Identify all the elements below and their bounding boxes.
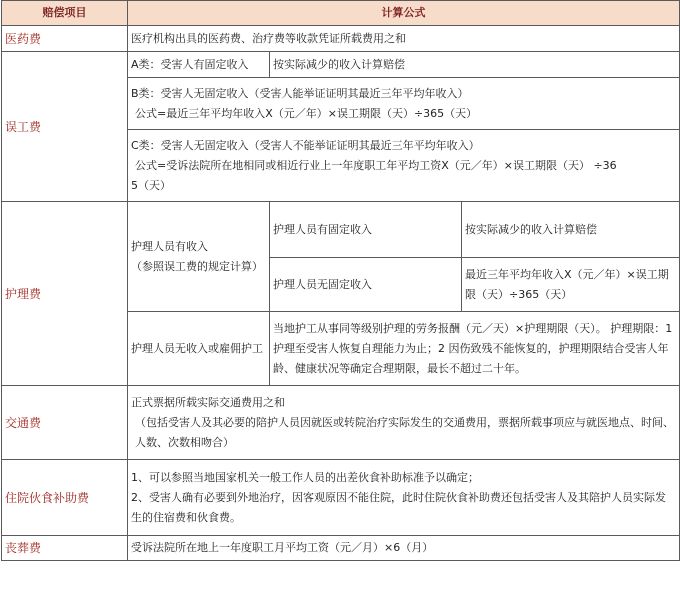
lost-wages-a-label: A类：受害人有固定收入 — [128, 52, 270, 78]
header-formula: 计算公式 — [128, 1, 680, 26]
lost-wages-b-line1: B类：受害人无固定收入（受害人能举证证明其最近三年平均年收入） — [131, 86, 469, 100]
table-header-row — [2, 1, 680, 26]
transport-cell — [128, 386, 680, 460]
transport-line1: 正式票据所载实际交通费用之和 — [131, 395, 285, 409]
nursing-fixed-label: 护理人员有固定收入 — [270, 202, 462, 258]
item-lost-wages: 误工费 — [2, 52, 128, 202]
compensation-table — [1, 0, 680, 561]
lost-wages-c-line1: C类：受害人无固定收入（受害人不能举证证明其最近三年平均年收入） — [131, 138, 480, 152]
table-row-nursing-fixed — [2, 202, 680, 258]
lost-wages-b-cell — [128, 78, 680, 130]
nursing-none-label: 护理人员无收入或雇佣护工 — [128, 312, 270, 386]
item-hospital-food: 住院伙食补助费 — [2, 460, 128, 536]
nursing-income-cell — [128, 202, 270, 312]
table-row-lost-wages-a — [2, 52, 680, 78]
item-nursing: 护理费 — [2, 202, 128, 386]
hospital-food-line2: 2、受害人确有必要到外地治疗，因客观原因不能住院，此时住院伙食补助费还包括受害人及其陪护人员实际发生的住宿费和伙食费。 — [131, 490, 666, 524]
table-row-hospital-food — [2, 460, 680, 536]
header-item: 赔偿项目 — [2, 1, 128, 26]
nursing-nonfixed-formula: 最近三年平均年收入X（元／年）×误工期限（天）÷365（天） — [462, 258, 680, 312]
lost-wages-c-line3: 5（天） — [131, 178, 171, 192]
formula-funeral: 受诉法院所在地上一年度职工月平均工资（元／月）×6（月） — [128, 536, 680, 561]
lost-wages-a-formula: 按实际减少的收入计算赔偿 — [270, 52, 680, 78]
nursing-income-note: （参照误工费的规定计算） — [131, 259, 263, 273]
lost-wages-c-line2: 公式=受诉法院所在地相同或相近行业上一年度职工年平均工资X（元／年）×误工期限（天） ÷36 — [135, 158, 617, 172]
nursing-none-formula: 当地护工从事同等级别护理的劳务报酬（元／天）×护理期限（天）。 护理期限：1 护理至受害人恢复自理能力为止；2 因伤致残不能恢复的，护理期限结合受害人年龄、健康状况等确定合理期限，最长不超过二十年。 — [270, 312, 680, 386]
table-row-medical — [2, 26, 680, 52]
formula-medical: 医疗机构出具的医药费、治疗费等收款凭证所载费用之和 — [128, 26, 680, 52]
transport-line2: （包括受害人及其必要的陪护人员因就医或转院治疗实际发生的交通费用，票据所载事项应与就医地点、时间、人数、次数相吻合） — [135, 415, 674, 449]
item-medical: 医药费 — [2, 26, 128, 52]
lost-wages-b-line2: 公式=最近三年平均年收入X（元／年）×误工期限（天）÷365（天） — [135, 106, 478, 120]
nursing-fixed-formula: 按实际减少的收入计算赔偿 — [462, 202, 680, 258]
table-row-transport — [2, 386, 680, 460]
nursing-income-label: 护理人员有收入 — [131, 239, 208, 253]
item-transport: 交通费 — [2, 386, 128, 460]
nursing-nonfixed-label: 护理人员无固定收入 — [270, 258, 462, 312]
table-row-funeral — [2, 536, 680, 561]
hospital-food-line1: 1、可以参照当地国家机关一般工作人员的出差伙食补助标准予以确定； — [131, 470, 479, 484]
hospital-food-cell — [128, 460, 680, 536]
item-funeral: 丧葬费 — [2, 536, 128, 561]
lost-wages-c-cell — [128, 130, 680, 202]
